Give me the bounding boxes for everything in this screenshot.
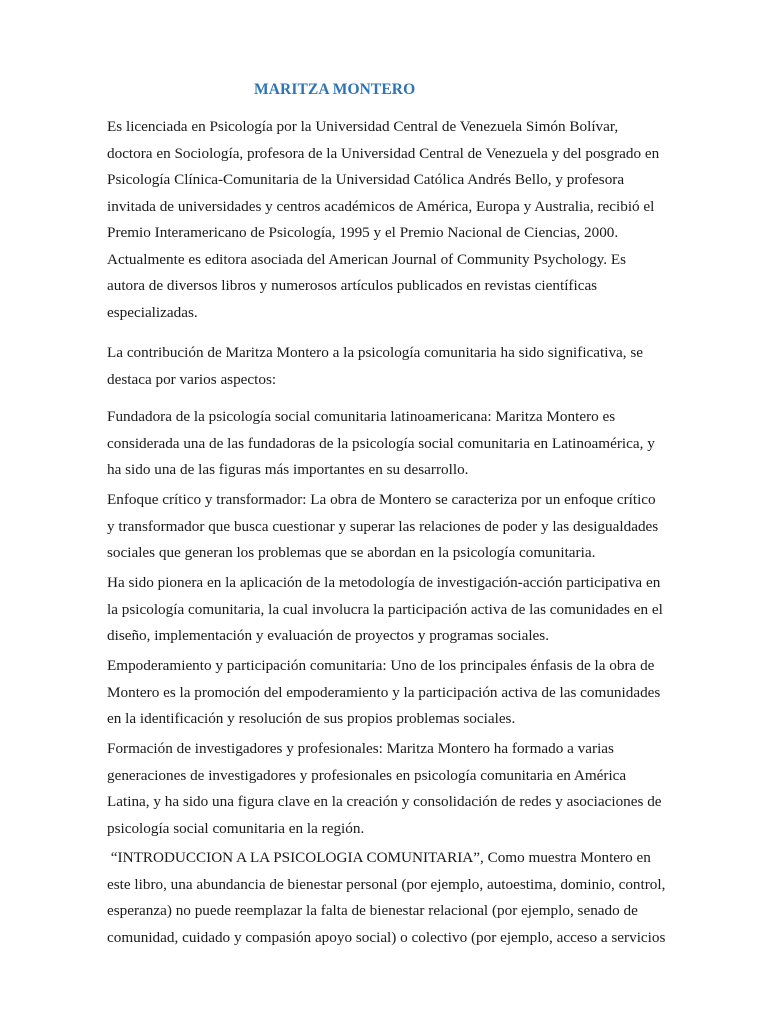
paragraph-contribution-intro bbox=[107, 340, 667, 393]
paragraph-line: doctora en Sociología, profesora de la Universidad Central de Venezuela y del posgrado en bbox=[107, 144, 660, 162]
paragraph-line: “INTRODUCCION A LA PSICOLOGIA COMUNITARIA”, Como muestra Montero en bbox=[107, 849, 651, 866]
paragraph-line: Latina, y ha sido una figura clave en la creación y consolidación de redes y asociaciones de bbox=[107, 793, 662, 810]
paragraph-line: la psicología comunitaria, la cual involucra la participación activa de las comunidades en el bbox=[107, 600, 663, 618]
paragraph-line: en la identificación y resolución de sus propios problemas sociales. bbox=[107, 710, 516, 727]
paragraph-line: Premio Interamericano de Psicología, 1995 y el Premio Nacional de Ciencias, 2000. bbox=[107, 224, 619, 241]
paragraph-book bbox=[107, 845, 667, 951]
paragraph-line: generaciones de investigadores y profesionales en psicología comunitaria en América bbox=[107, 766, 627, 784]
paragraph-line: Enfoque crítico y transformador: La obra de Montero se caracteriza por un enfoque crítico bbox=[107, 491, 656, 508]
paragraph-line: autora de diversos libros y numerosos artículos publicados en revistas científicas bbox=[107, 277, 598, 294]
paragraph-line: psicología social comunitaria en la región. bbox=[107, 819, 365, 837]
paragraph-critical-approach bbox=[107, 487, 667, 567]
paragraph-line: y transformador que busca cuestionar y superar las relaciones de poder y las desigualdades bbox=[107, 517, 659, 535]
paragraph-line: este libro, una abundancia de bienestar personal (por ejemplo, autoestima, dominio, control, bbox=[107, 875, 666, 893]
paragraph-line: considerada una de las fundadoras de la psicología social comunitaria en Latinoamérica, y bbox=[107, 434, 655, 452]
paragraph-line: ha sido una de las figuras más importantes en su desarrollo. bbox=[107, 461, 469, 478]
paragraph-line: invitada de universidades y centros académicos de América, Europa y Australia, recibió el bbox=[107, 197, 655, 215]
paragraph-line: Psicología Clínica-Comunitaria de la Universidad Católica Andrés Bello, y profesora bbox=[107, 171, 625, 188]
paragraph-line: Fundadora de la psicología social comunitaria latinoamericana: Maritza Montero es bbox=[107, 408, 616, 425]
paragraph-line: Ha sido pionera en la aplicación de la metodología de investigación-acción participativa en bbox=[107, 574, 661, 591]
paragraph-line: Formación de investigadores y profesionales: Maritza Montero ha formado a varias bbox=[107, 740, 614, 757]
paragraph-training bbox=[107, 736, 667, 842]
paragraph-action-research bbox=[107, 570, 667, 650]
paragraph-line: sociales que generan los problemas que se abordan en la psicología comunitaria. bbox=[107, 544, 596, 561]
paragraph-line: Es licenciada en Psicología por la Universidad Central de Venezuela Simón Bolívar, bbox=[107, 118, 619, 135]
paragraph-line: esperanza) no puede reemplazar la falta de bienestar relacional (por ejemplo, senado de bbox=[107, 902, 638, 919]
paragraph-line: Montero es la promoción del empoderamiento y la participación activa de las comunidades bbox=[107, 683, 661, 701]
paragraph-line: especializadas. bbox=[107, 303, 198, 321]
paragraph-line: diseño, implementación y evaluación de proyectos y programas sociales. bbox=[107, 627, 549, 644]
paragraph-line: Empoderamiento y participación comunitaria: Uno de los principales énfasis de la obra de bbox=[107, 657, 655, 674]
paragraph-line: La contribución de Maritza Montero a la psicología comunitaria ha sido significativa, se bbox=[107, 344, 644, 361]
page-title: MARITZA MONTERO bbox=[254, 81, 416, 98]
paragraph-line: destaca por varios aspectos: bbox=[107, 370, 277, 388]
paragraph-biography bbox=[107, 114, 667, 326]
paragraph-line: comunidad, cuidado y compasión apoyo social) o colectivo (por ejemplo, acceso a servicios bbox=[107, 928, 666, 946]
paragraph-empowerment bbox=[107, 653, 667, 733]
paragraph-founder bbox=[107, 404, 667, 484]
paragraph-line: Actualmente es editora asociada del American Journal of Community Psychology. Es bbox=[107, 250, 627, 268]
